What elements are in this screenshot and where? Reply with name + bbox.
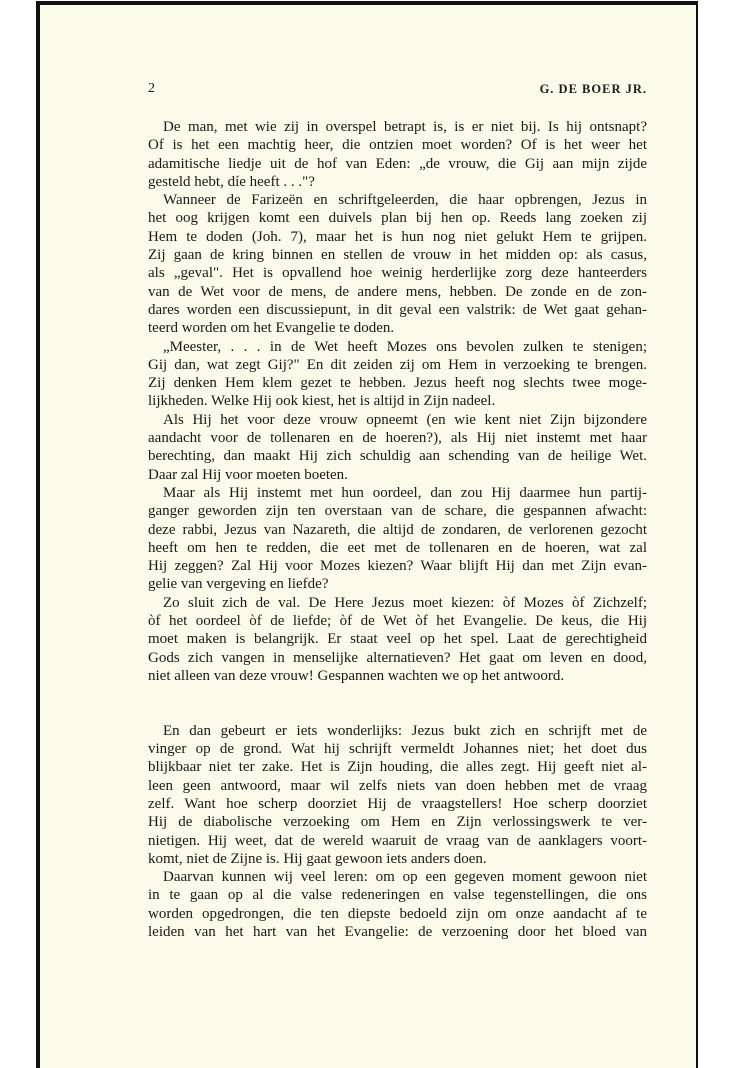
paragraph	[148, 118, 647, 191]
text-line: heeft om hen te redden, die eet met de tollenaren en de hoeren, wat zal	[148, 539, 647, 556]
text-line: van de Wet voor de mens, de andere mens, hebben. De zonde en de zon-	[148, 283, 647, 300]
paragraph	[148, 594, 647, 685]
text-line: ganger geworden zijn ten overstaan van de schare, die gespannen afwacht:	[148, 503, 647, 520]
text-line: En dan gebeurt er iets wonderlijks: Jezus bukt zich en schrijft met de	[163, 722, 647, 739]
text-line: in te gaan op al die valse redeneringen en valse tegenstellingen, die ons	[148, 887, 647, 904]
paragraph	[148, 411, 647, 484]
text-line: gelie van vergeving en liefde?	[148, 576, 329, 593]
text-line: „Meester, . . . in de Wet heeft Mozes ons bevolen zulken te stenigen;	[163, 338, 647, 355]
text-line: gesteld hebt, díe heeft . . ."?	[148, 173, 315, 190]
text-line: Of is het een machtig heer, die ontzien moet worden? Of is het weer het	[148, 137, 647, 154]
text-line: komt, niet de Zijne is. Hij gaat gewoon iets anders doen.	[148, 850, 487, 867]
text-line: lijkheden. Welke Hij ook kiest, het is altijd in Zijn nadeel.	[148, 393, 496, 410]
text-line: Wanneer de Farizeën en schriftgeleerden, die haar opbrengen, Jezus in	[163, 192, 647, 209]
text-line: worden opgedrongen, die ten diepste bedoeld zijn om onze aandacht af te	[148, 905, 647, 922]
text-line: De man, met wie zij in overspel betrapt is, is er niet bij. Is hij ontsnapt?	[163, 119, 647, 135]
text-line: Gods zich vangen in menselijke alternatieven? Het gaat om leven en dood,	[148, 649, 647, 666]
text-line: deze rabbi, Jezus van Nazareth, die altijd de zondaren, de verlorenen gezocht	[148, 521, 647, 538]
paragraph	[148, 484, 647, 594]
running-header-author: G. DE BOER JR.	[539, 82, 647, 96]
text-line: òf het oordeel òf de liefde; òf de Wet òf het Evangelie. De keus, die Hij	[148, 613, 647, 630]
text-line: Als Hij het voor deze vrouw opneemt (en wie kent niet Zijn bijzondere	[163, 411, 647, 428]
text-line: als „geval". Het is opvallend hoe weinig herderlijke zorg deze hanteerders	[148, 265, 647, 282]
text-line: Zo sluit zich de val. De Here Jezus moet kiezen: òf Mozes òf Zichzelf;	[163, 594, 647, 611]
text-line: Hij zeggen? Zal Hij voor Mozes kiezen? Waar blijft Hij dan met Zijn evan-	[148, 558, 647, 575]
text-line: Daarvan kunnen wij veel leren: om op een gegeven moment gewoon niet	[163, 869, 647, 886]
page-number: 2	[148, 81, 155, 96]
text-line: Zij gaan de kring binnen en stellen de vrouw in het midden op: als casus,	[148, 247, 647, 264]
text-line: Zij denken Hem klem gezet te hebben. Jezus heeft nog slechts twee moge-	[148, 375, 647, 392]
paragraph	[148, 338, 647, 411]
paragraph	[148, 191, 647, 337]
text-line: Daar zal Hij voor moeten boeten.	[148, 466, 348, 483]
text-line: adamitische liedje uit de hof van Eden: „de vrouw, die Gij aan mijn zijde	[148, 155, 647, 172]
text-line: berechting, dan maakt Hij zich schuldig aan schending van de heilige Wet.	[148, 448, 647, 465]
text-line: nietigen. Hij weet, dat de wereld waaruit de vraag van de aanklagers voort-	[148, 832, 647, 849]
paragraph	[148, 868, 647, 941]
text-line: Hij de diabolische verzoeking om Hem en Zijn verlossingswerk te ver-	[148, 814, 647, 831]
text-line: teerd worden om het Evangelie te doden.	[148, 320, 395, 337]
text-line: dares worden een discussiepunt, in dit geval een valstrik: de Wet gaat gehan-	[148, 301, 647, 318]
text-line: Gij dan, wat zegt Gij?" En dit zeiden zij om Hem in verzoeking te brengen.	[148, 356, 647, 373]
text-line: zelf. Want hoe scherp doorziet Hij de vraagstellers! Hoe scherp doorziet	[148, 795, 647, 812]
section-break	[148, 685, 647, 722]
text-line: niet alleen van deze vrouw! Gespannen wachten we op het antwoord.	[148, 667, 565, 684]
paragraph	[148, 722, 647, 868]
text-line: vinger op de grond. Wat hij schrijft vermeldt Johannes niet; het doet dus	[148, 741, 647, 758]
running-header	[148, 81, 647, 99]
text-line: moet maken is belangrijk. Er staat veel op het spel. Laat de gerechtigheid	[148, 631, 647, 648]
text-line: Hem te doden (Joh. 7), maar het is hun nog niet gelukt Hem te grijpen.	[148, 228, 647, 245]
text-line: Maar als Hij instemt met hun oordeel, dan zou Hij daarmee hun partij-	[163, 484, 647, 501]
text-line: leen geen antwoord, maar wil zelfs niets van doen hebben met de vraag	[148, 777, 647, 794]
text-line: leiden van het hart van het Evangelie: de verzoening door het bloed van	[148, 924, 647, 941]
body-text	[148, 118, 647, 941]
text-line: het oog krijgen komt een duivels plan bij hen op. Reeds lang zoeken zij	[148, 210, 647, 227]
text-line: aandacht voor de tollenaren en de hoeren?), als Hij niet instemt met haar	[148, 430, 647, 447]
text-line: blijkbaar niet ter zake. Het is Zijn houding, die alles zegt. Hij geeft niet al-	[148, 759, 647, 776]
